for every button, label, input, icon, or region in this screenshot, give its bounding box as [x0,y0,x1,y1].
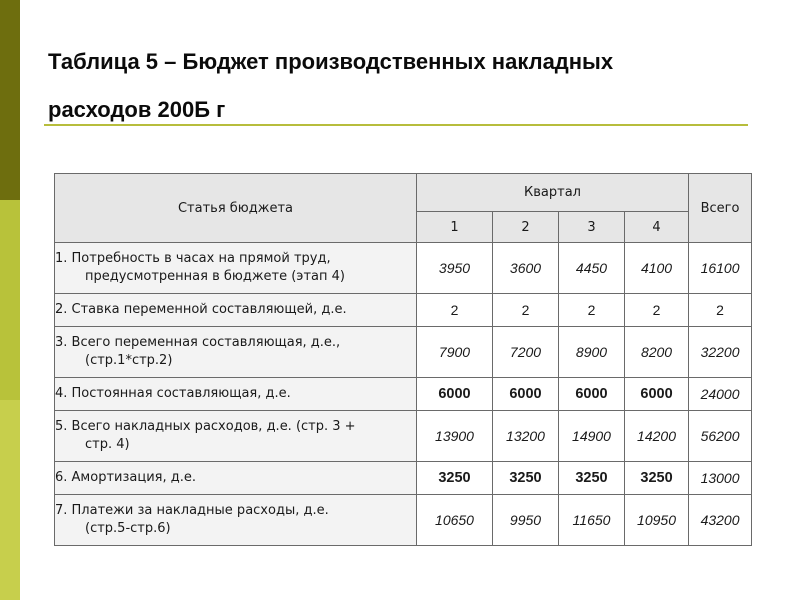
row-item-line1: 6. Амортизация, д.е. [55,470,196,485]
cell-q4: 8200 [625,327,689,378]
cell-q2: 2 [493,294,559,327]
side-stripe-light [0,400,20,600]
table-row [55,462,752,495]
cell-q2: 9950 [493,495,559,546]
cell-q2: 6000 [493,378,559,411]
cell-q2: 3250 [493,462,559,495]
row-item-line1: 5. Всего накладных расходов, д.е. (стр. 3 + [55,419,356,434]
row-item [55,294,417,327]
table-row [55,378,752,411]
header-quarter: Квартал [417,174,689,212]
cell-q4: 14200 [625,411,689,462]
slide-title-line1: Таблица 5 – Бюджет производственных накладных [48,49,614,74]
row-item-line1: 7. Платежи за накладные расходы, д.е. [55,503,329,518]
row-item [55,243,417,294]
cell-total: 2 [689,294,752,327]
row-item-line2: предусмотренная в бюджете (этап 4) [85,269,345,284]
cell-q1: 7900 [417,327,493,378]
cell-q3: 6000 [559,378,625,411]
cell-q2: 13200 [493,411,559,462]
header-quarter-3: 3 [559,212,625,243]
cell-q1: 3250 [417,462,493,495]
header-quarter-2: 2 [493,212,559,243]
cell-q1: 3950 [417,243,493,294]
table-row [55,411,752,462]
title-divider [44,124,748,126]
header-quarter-4: 4 [625,212,689,243]
side-stripe-mid [0,200,20,400]
row-item-line1: 2. Ставка переменной составляющей, д.е. [55,302,347,317]
cell-q4: 4100 [625,243,689,294]
row-item-line1: 1. Потребность в часах на прямой труд, [55,251,331,266]
row-item-line2: (стр.1*стр.2) [85,353,173,368]
cell-q3: 3250 [559,462,625,495]
row-item [55,327,417,378]
cell-q1: 2 [417,294,493,327]
slide-title-line2: расходов 200Б г [48,97,226,122]
cell-q3: 8900 [559,327,625,378]
cell-q4: 6000 [625,378,689,411]
cell-q3: 14900 [559,411,625,462]
cell-total: 43200 [689,495,752,546]
cell-total: 13000 [689,462,752,495]
row-item-line1: 4. Постоянная составляющая, д.е. [55,386,291,401]
row-item-line1: 3. Всего переменная составляющая, д.е., [55,335,341,350]
cell-q4: 10950 [625,495,689,546]
table-row [55,294,752,327]
side-stripe-dark [0,0,20,200]
cell-total: 32200 [689,327,752,378]
row-item [55,411,417,462]
header-total: Всего [689,174,752,243]
cell-total: 56200 [689,411,752,462]
row-item [55,462,417,495]
cell-q3: 11650 [559,495,625,546]
cell-q4: 2 [625,294,689,327]
cell-q1: 6000 [417,378,493,411]
header-quarter-1: 1 [417,212,493,243]
row-item-line2: стр. 4) [85,437,130,452]
cell-q1: 13900 [417,411,493,462]
table-row [55,495,752,546]
cell-total: 16100 [689,243,752,294]
header-item: Статья бюджета [55,174,417,243]
budget-table [54,173,752,546]
row-item-line2: (стр.5-стр.6) [85,521,171,536]
cell-q3: 4450 [559,243,625,294]
cell-q2: 7200 [493,327,559,378]
cell-q1: 10650 [417,495,493,546]
cell-q2: 3600 [493,243,559,294]
table-row [55,327,752,378]
cell-total: 24000 [689,378,752,411]
cell-q3: 2 [559,294,625,327]
row-item [55,495,417,546]
slide-title [48,38,748,134]
table-row [55,243,752,294]
cell-q4: 3250 [625,462,689,495]
row-item [55,378,417,411]
